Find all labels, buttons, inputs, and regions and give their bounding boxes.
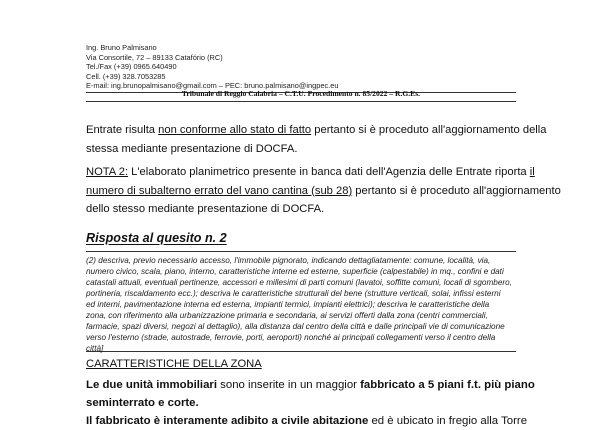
paragraph-entrate: Entrate risulta non conforme allo stato di fatto pertanto si è proceduto all'aggiornamento della stessa mediante presentazione di DOCFA.	[86, 124, 547, 155]
engineer-email: E-mail: ing.brunopalmisano@gmail.com – PEC: bruno.palmisano@ingpec.eu	[86, 81, 339, 91]
paragraph-unita-immobiliari: Le due unità immobiliari sono inserite in un maggior fabbricato a 5 piani f.t. più piano seminterrato e corte.	[86, 379, 535, 409]
underlined-phrase: numero di subalterno errato del vano cantina (sub 28)	[86, 184, 353, 197]
quesito-text: (2) descriva, previo necessario accesso, l'immobile pignorato, indicando dettagliatamente: comune, località, via, numero civico, scala, piano, interno, caratteristiche interne ed esterne, superficie (calpestabile) in mq., confini e dati catastali attuali, eventuali pertinenze, accessori e millesimi di parti comuni (lavatoi, soffitte comuni, locali di sgombero, portineria, riscaldamento ecc.); descriva le caratteristiche strutturali del bene (strutture verticali, solai, infissi esterni ed interni, pavimentazione interna ed esterna, impianti termici, impianti elettrici); descriva le caratteristiche della zona, con riferimento alla urbanizzazione primaria e secondaria, ai servizi offerti dalla zona (centri commerciali, farmacie, spazi diversi, negozi al dettaglio), alla distanza dal centro della città e dalle principali vie di comunicazione verso l'esterno (strade, autostrade, ferrovie, porti, aeroporti) nonché ai principali collegamenti verso il centro della città]	[86, 256, 512, 353]
header-rule-bottom	[86, 101, 516, 102]
zone-characteristics-title: CARATTERISTICHE DELLA ZONA	[86, 358, 262, 370]
section-heading: Risposta al quesito n. 2	[86, 231, 227, 245]
paragraph-fabbricato: Il fabbricato è interamente adibito a civile abitazione ed è ubicato in fregio alla Torre	[86, 415, 528, 427]
letterhead	[86, 43, 338, 91]
quesito-box	[86, 251, 516, 352]
engineer-name: Ing. Bruno Palmisano	[86, 43, 157, 52]
underlined-phrase: non conforme allo stato di fatto	[158, 124, 312, 136]
court-procedure-line: Tribunale di Reggio Calabria – C.T.U. Procedimento n. 85/2022 – R.G.Es.	[181, 89, 421, 98]
engineer-address: Via Consortile, 72 – 89133 Catafório (RC)	[86, 52, 223, 62]
engineer-telfax: Tel./Fax (+39) 0965.640490	[86, 62, 177, 72]
paragraph-nota-2: NOTA 2: L'elaborato planimetrico presente in banca dati dell'Agenzia delle Entrate riporta il numero di subalterno errato del vano cantina (sub 28) pertanto si è proceduto all'aggiornamento dello stesso mediante presentazione di DOCFA.	[86, 166, 561, 215]
nota-label: NOTA 2:	[86, 166, 129, 178]
engineer-cell: Cell. (+39) 328.7053285	[86, 71, 166, 81]
